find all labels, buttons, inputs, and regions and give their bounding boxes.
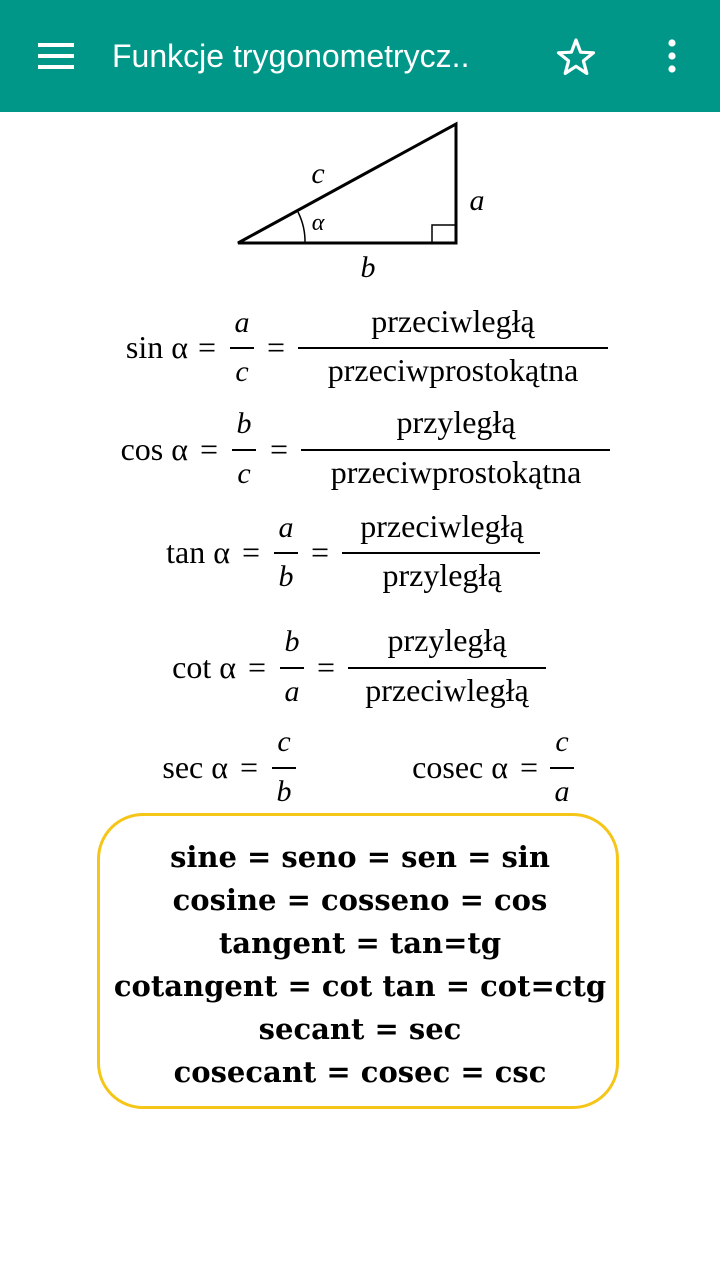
sin-denominator: c [235, 355, 249, 388]
cot-denominator: a [284, 675, 300, 708]
cot-word-numerator: przyległą [387, 622, 507, 658]
equals-sign: = [197, 329, 217, 365]
cot-numerator: b [284, 625, 300, 658]
side-a-label: a [469, 184, 485, 217]
tan-function-label: tan α [166, 534, 230, 570]
tan-word-denominator: przyległą [382, 557, 502, 593]
sin-function-label: sin α [125, 329, 188, 365]
tan-numerator: a [278, 511, 294, 544]
sine-names: sine = seno = sen = sin [170, 840, 550, 874]
cosine-formula [121, 404, 610, 490]
hamburger-menu-icon[interactable] [28, 28, 84, 84]
cos-word-denominator: przeciwprostokątna [330, 454, 582, 490]
right-triangle-diagram [238, 124, 485, 284]
side-c-label: c [311, 157, 325, 190]
angle-alpha-label: α [311, 210, 325, 236]
cosec-function-label: cosec α [412, 749, 508, 785]
secant-names: secant = sec [258, 1012, 462, 1046]
tangent-formula [166, 508, 540, 593]
secant-formula [162, 725, 296, 808]
equals-sign: = [199, 431, 219, 467]
sin-numerator: a [234, 306, 250, 339]
cot-word-denominator: przeciwległą [365, 672, 529, 708]
cos-numerator: b [236, 407, 252, 440]
tan-denominator: b [278, 560, 294, 593]
cosec-denominator: a [554, 775, 570, 808]
side-b-label: b [360, 251, 376, 284]
equals-sign: = [310, 534, 330, 570]
equals-sign: = [266, 329, 286, 365]
cotangent-formula [172, 622, 546, 708]
equals-sign: = [316, 649, 336, 685]
sec-denominator: b [276, 775, 292, 808]
cosecant-names: cosecant = cosec = csc [173, 1055, 547, 1089]
tangent-names: tangent = tan=tg [218, 926, 502, 960]
more-vertical-icon[interactable] [648, 30, 696, 86]
cot-function-label: cot α [172, 649, 236, 685]
equals-sign: = [247, 649, 267, 685]
cos-function-label: cos α [120, 431, 188, 467]
sine-formula [126, 303, 608, 388]
sin-word-numerator: przeciwległą [371, 303, 535, 339]
star-outline-icon[interactable] [548, 30, 604, 86]
equals-sign: = [239, 749, 259, 785]
cos-word-numerator: przyległą [396, 404, 516, 440]
cotangent-names: cotangent = cot tan = cot=ctg [113, 969, 607, 1003]
cosec-numerator: c [555, 725, 569, 758]
sec-numerator: c [277, 725, 291, 758]
sin-word-denominator: przeciwprostokątna [327, 352, 579, 388]
sec-function-label: sec α [162, 749, 228, 785]
tan-word-numerator: przeciwległą [360, 508, 524, 544]
cosine-names: cosine = cosseno = cos [172, 883, 548, 917]
equals-sign: = [241, 534, 261, 570]
equals-sign: = [519, 749, 539, 785]
equals-sign: = [269, 431, 289, 467]
cos-denominator: c [237, 457, 251, 490]
app-bar [0, 0, 720, 112]
page-title: Funkcje trygonometrycz.. [112, 38, 470, 74]
cosecant-formula [412, 725, 574, 808]
